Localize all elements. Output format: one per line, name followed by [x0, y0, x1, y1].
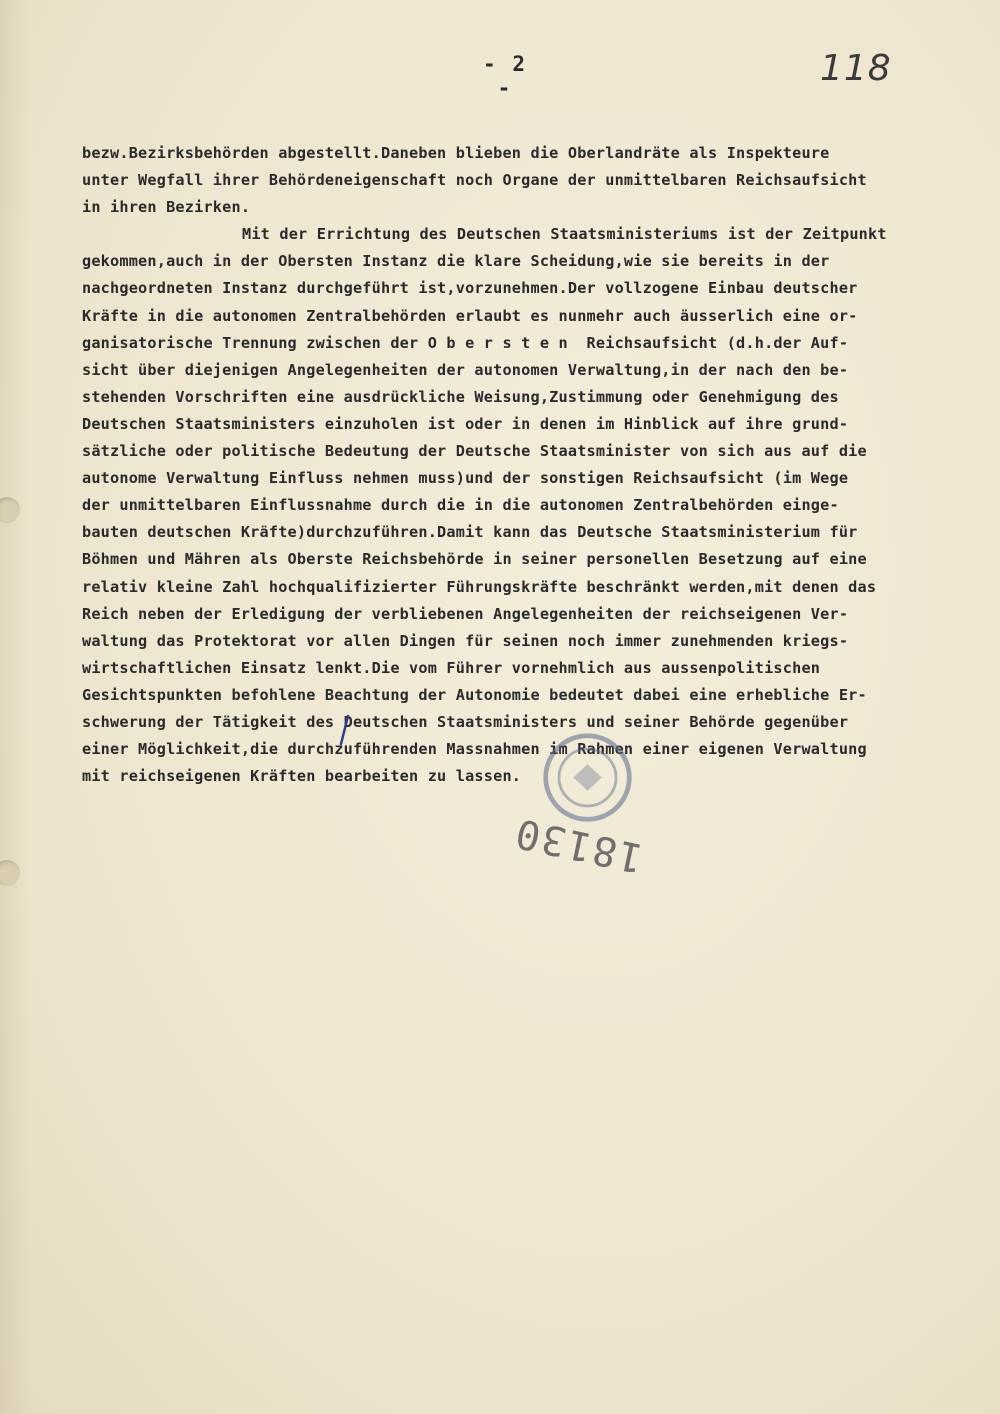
text-line: relativ kleine Zahl hochqualifizierter Führungskräfte beschränkt werden,mit denen das: [82, 577, 877, 596]
text-line: in ihren Bezirken.: [82, 198, 251, 217]
text-line: gekommen,auch in der Obersten Instanz die klare Scheidung,wie sie bereits in der: [82, 252, 830, 271]
text-line: mit reichseigenen Kräften bearbeiten zu lassen.: [82, 767, 522, 786]
archive-stamp-number: 18130: [509, 808, 648, 881]
punch-hole: [0, 497, 20, 523]
text-line: bauten deutschen Kräfte)durchzuführen.Damit kann das Deutsche Staatsministerium für: [82, 523, 858, 542]
text-line: einer Möglichkeit,die durchzuführenden Massnahmen im Rahmen einer eigenen Verwaltung: [82, 740, 867, 759]
text-line: nachgeordneten Instanz durchgeführt ist,vorzunehmen.Der vollzogene Einbau deutscher: [82, 279, 858, 298]
text-line: schwerung der Tätigkeit des Deutschen Staatsministers und seiner Behörde gegenüber: [82, 712, 849, 731]
text-line: der unmittelbaren Einflussnahme durch die in die autonomen Zentralbehörden einge-: [82, 496, 839, 515]
handwritten-correction-mark: [338, 714, 352, 746]
text-line: wirtschaftlichen Einsatz lenkt.Die vom Führer vornehmlich aus aussenpolitischen: [82, 658, 821, 677]
handwritten-folio-number: 118: [820, 48, 892, 89]
text-line: Reich neben der Erledigung der verbliebenen Angelegenheiten der reichseigenen Ver-: [82, 604, 849, 623]
text-line: Mit der Errichtung des Deutschen Staatsministeriums ist der Zeitpunkt: [242, 225, 887, 244]
text-line: Deutschen Staatsministers einzuholen ist oder in denen im Hinblick auf ihre grund-: [82, 414, 849, 433]
text-line: waltung das Protektorat vor allen Dingen für seinen noch immer zunehmenden kriegs-: [82, 631, 849, 650]
text-line: Kräfte in die autonomen Zentralbehörden erlaubt es nunmehr auch äusserlich eine or-: [82, 306, 858, 325]
text-line: Böhmen und Mähren als Oberste Reichsbehörde in seiner personellen Besetzung auf eine: [82, 550, 867, 569]
text-line: sicht über diejenigen Angelegenheiten der autonomen Verwaltung,in der nach den be-: [82, 360, 849, 379]
text-line: unter Wegfall ihrer Behördeneigenschaft noch Organe der unmittelbaren Reichsaufsicht: [82, 171, 867, 190]
typewritten-body: [82, 140, 972, 790]
text-line: sätzliche oder politische Bedeutung der Deutsche Staatsminister von sich aus auf die: [82, 442, 867, 461]
text-line: Gesichtspunkten befohlene Beachtung der Autonomie bedeutet dabei eine erhebliche Er-: [82, 685, 867, 704]
punch-hole: [0, 860, 20, 886]
text-line: bezw.Bezirksbehörden abgestellt.Daneben blieben die Oberlandräte als Inspekteure: [82, 144, 830, 162]
page-number: - 2 -: [483, 52, 527, 100]
text-line: ganisatorische Trennung zwischen der O b e r s t e n Reichsaufsicht (d.h.der Auf-: [82, 333, 849, 352]
text-line: autonome Verwaltung Einfluss nehmen muss)und der sonstigen Reichsaufsicht (im Wege: [82, 469, 849, 488]
text-line: stehenden Vorschriften eine ausdrückliche Weisung,Zustimmung oder Genehmigung des: [82, 387, 839, 406]
